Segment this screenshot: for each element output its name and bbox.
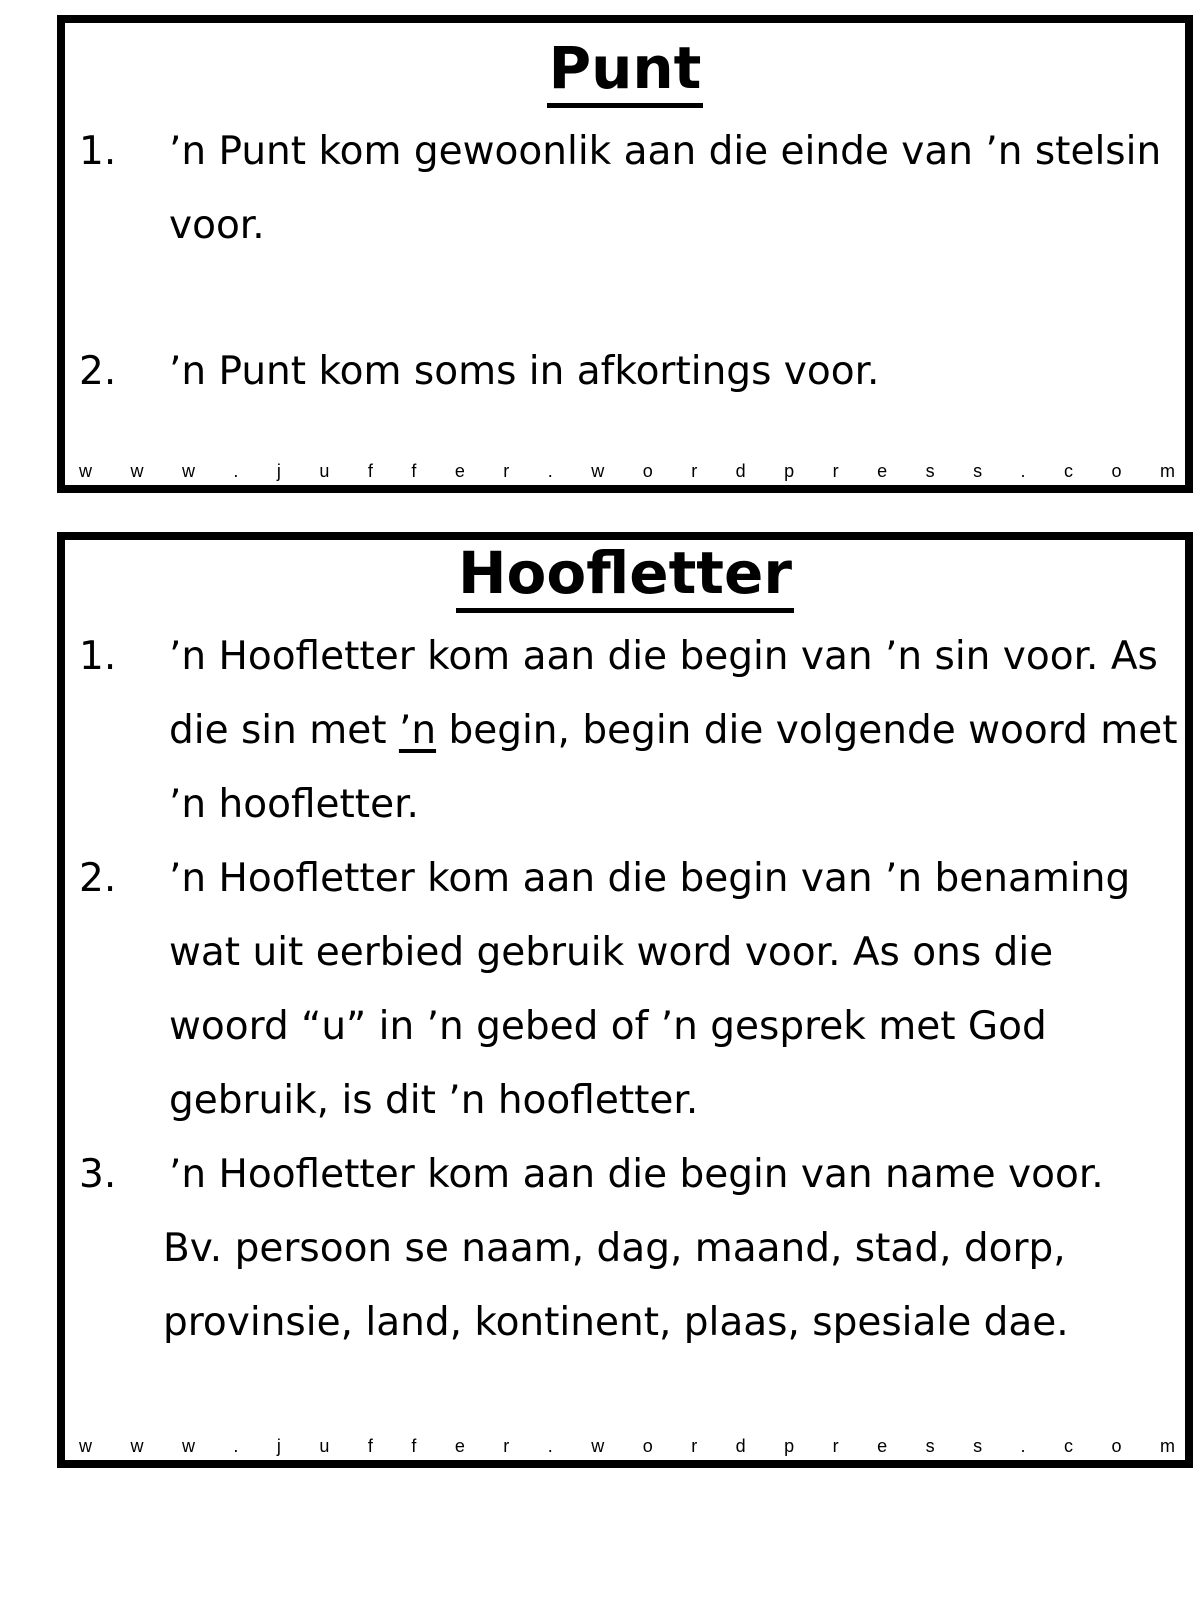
rule-item (79, 335, 1175, 409)
footer-url-char: u (319, 461, 330, 481)
footer-url-char: r (691, 1436, 698, 1456)
rule-line: ’n Hoofletter kom aan die begin van name voor. (169, 1152, 1104, 1197)
footer-url-char: u (319, 1436, 330, 1456)
footer-url (79, 1435, 1175, 1457)
footer-url-char: d (735, 1436, 746, 1456)
rule-item (79, 115, 1175, 263)
footer-url-char: r (503, 461, 510, 481)
footer-url-char: s (925, 1436, 935, 1456)
rule-line: wat uit eerbied gebruik word voor. As ons die (169, 930, 1054, 975)
footer-url-char: . (1020, 461, 1026, 481)
footer-url-char: p (784, 1436, 795, 1456)
footer-url-char: w (130, 1436, 144, 1456)
footer-url-char: r (832, 1436, 839, 1456)
footer-url-char: f (411, 1436, 417, 1456)
rule-text (79, 115, 1175, 263)
footer-url-char: m (1159, 1436, 1175, 1456)
rule-line: ’n hoofletter. (169, 782, 419, 827)
rule-item (79, 842, 1175, 1138)
footer-url-char: r (691, 461, 698, 481)
rule-number: 1. (79, 634, 117, 679)
footer-url-char: m (1159, 461, 1175, 481)
footer-url-char: w (79, 1436, 92, 1456)
rule-number: 2. (79, 856, 117, 901)
rule-line-part: die sin met (169, 708, 399, 753)
footer-url-char: f (411, 461, 417, 481)
rule-line-part: begin, begin die volgende woord met (436, 708, 1178, 753)
rule-text (79, 842, 1175, 1138)
rule-number: 3. (79, 1152, 117, 1197)
footer-url-char: e (877, 461, 888, 481)
rule-text (79, 620, 1178, 842)
footer-url-char: w (130, 461, 144, 481)
footer-url-char: o (642, 461, 653, 481)
hoofletter-card (57, 532, 1193, 1468)
rule-line: provinsie, land, kontinent, plaas, spesiale dae. (163, 1300, 1069, 1345)
footer-url-char: r (832, 461, 839, 481)
footer-url-char: s (973, 461, 983, 481)
rule-line (169, 694, 1178, 768)
footer-url-char: . (233, 1436, 239, 1456)
rule-item (79, 1138, 1175, 1360)
footer-url-char: c (1064, 461, 1074, 481)
footer-url-char: . (1020, 1436, 1026, 1456)
footer-url-char: f (367, 461, 373, 481)
footer-url-char: o (1111, 1436, 1122, 1456)
footer-url-char: . (233, 461, 239, 481)
rule-line: gebruik, is dit ’n hoofletter. (169, 1078, 699, 1123)
rule-text (79, 335, 1175, 409)
footer-url-char: w (181, 1436, 195, 1456)
punt-card (57, 15, 1193, 493)
card-title-text: Punt (547, 35, 704, 108)
footer-url-char: r (503, 1436, 510, 1456)
rule-line: voor. (169, 203, 265, 248)
footer-url-char: o (1111, 461, 1122, 481)
rule-text (79, 1138, 1175, 1360)
footer-url-char: e (454, 1436, 465, 1456)
rule-line: Bv. persoon se naam, dag, maand, stad, dorp, (163, 1226, 1066, 1271)
footer-url-char: f (367, 1436, 373, 1456)
rule-number: 2. (79, 349, 117, 394)
footer-url-char: . (547, 1436, 553, 1456)
underlined-word: ’n (398, 708, 437, 753)
footer-url-char: s (973, 1436, 983, 1456)
footer-url-char: s (925, 461, 935, 481)
card-title (65, 540, 1185, 613)
footer-url-char: j (276, 461, 281, 481)
rule-line: ’n Hoofletter kom aan die begin van ’n benaming (169, 856, 1131, 901)
rule-number: 1. (79, 129, 117, 174)
footer-url-char: e (877, 1436, 888, 1456)
footer-url-char: w (591, 1436, 605, 1456)
rule-line: ’n Hoofletter kom aan die begin van ’n sin voor. As (169, 634, 1158, 679)
footer-url-char: j (276, 1436, 281, 1456)
rule-line: woord “u” in ’n gebed of ’n gesprek met God (169, 1004, 1047, 1049)
footer-url-char: d (735, 461, 746, 481)
footer-url-char: e (454, 461, 465, 481)
rule-line: ’n Punt kom soms in afkortings voor. (169, 349, 880, 394)
footer-url (79, 460, 1175, 482)
footer-url-char: w (79, 461, 92, 481)
rule-item (79, 620, 1178, 842)
footer-url-char: p (784, 461, 795, 481)
rule-line: ’n Punt kom gewoonlik aan die einde van ’n stelsin (169, 129, 1162, 174)
footer-url-char: c (1064, 1436, 1074, 1456)
card-title (65, 35, 1185, 108)
footer-url-char: w (181, 461, 195, 481)
card-title-text: Hoofletter (456, 540, 794, 613)
footer-url-char: w (591, 461, 605, 481)
footer-url-char: . (547, 461, 553, 481)
footer-url-char: o (642, 1436, 653, 1456)
